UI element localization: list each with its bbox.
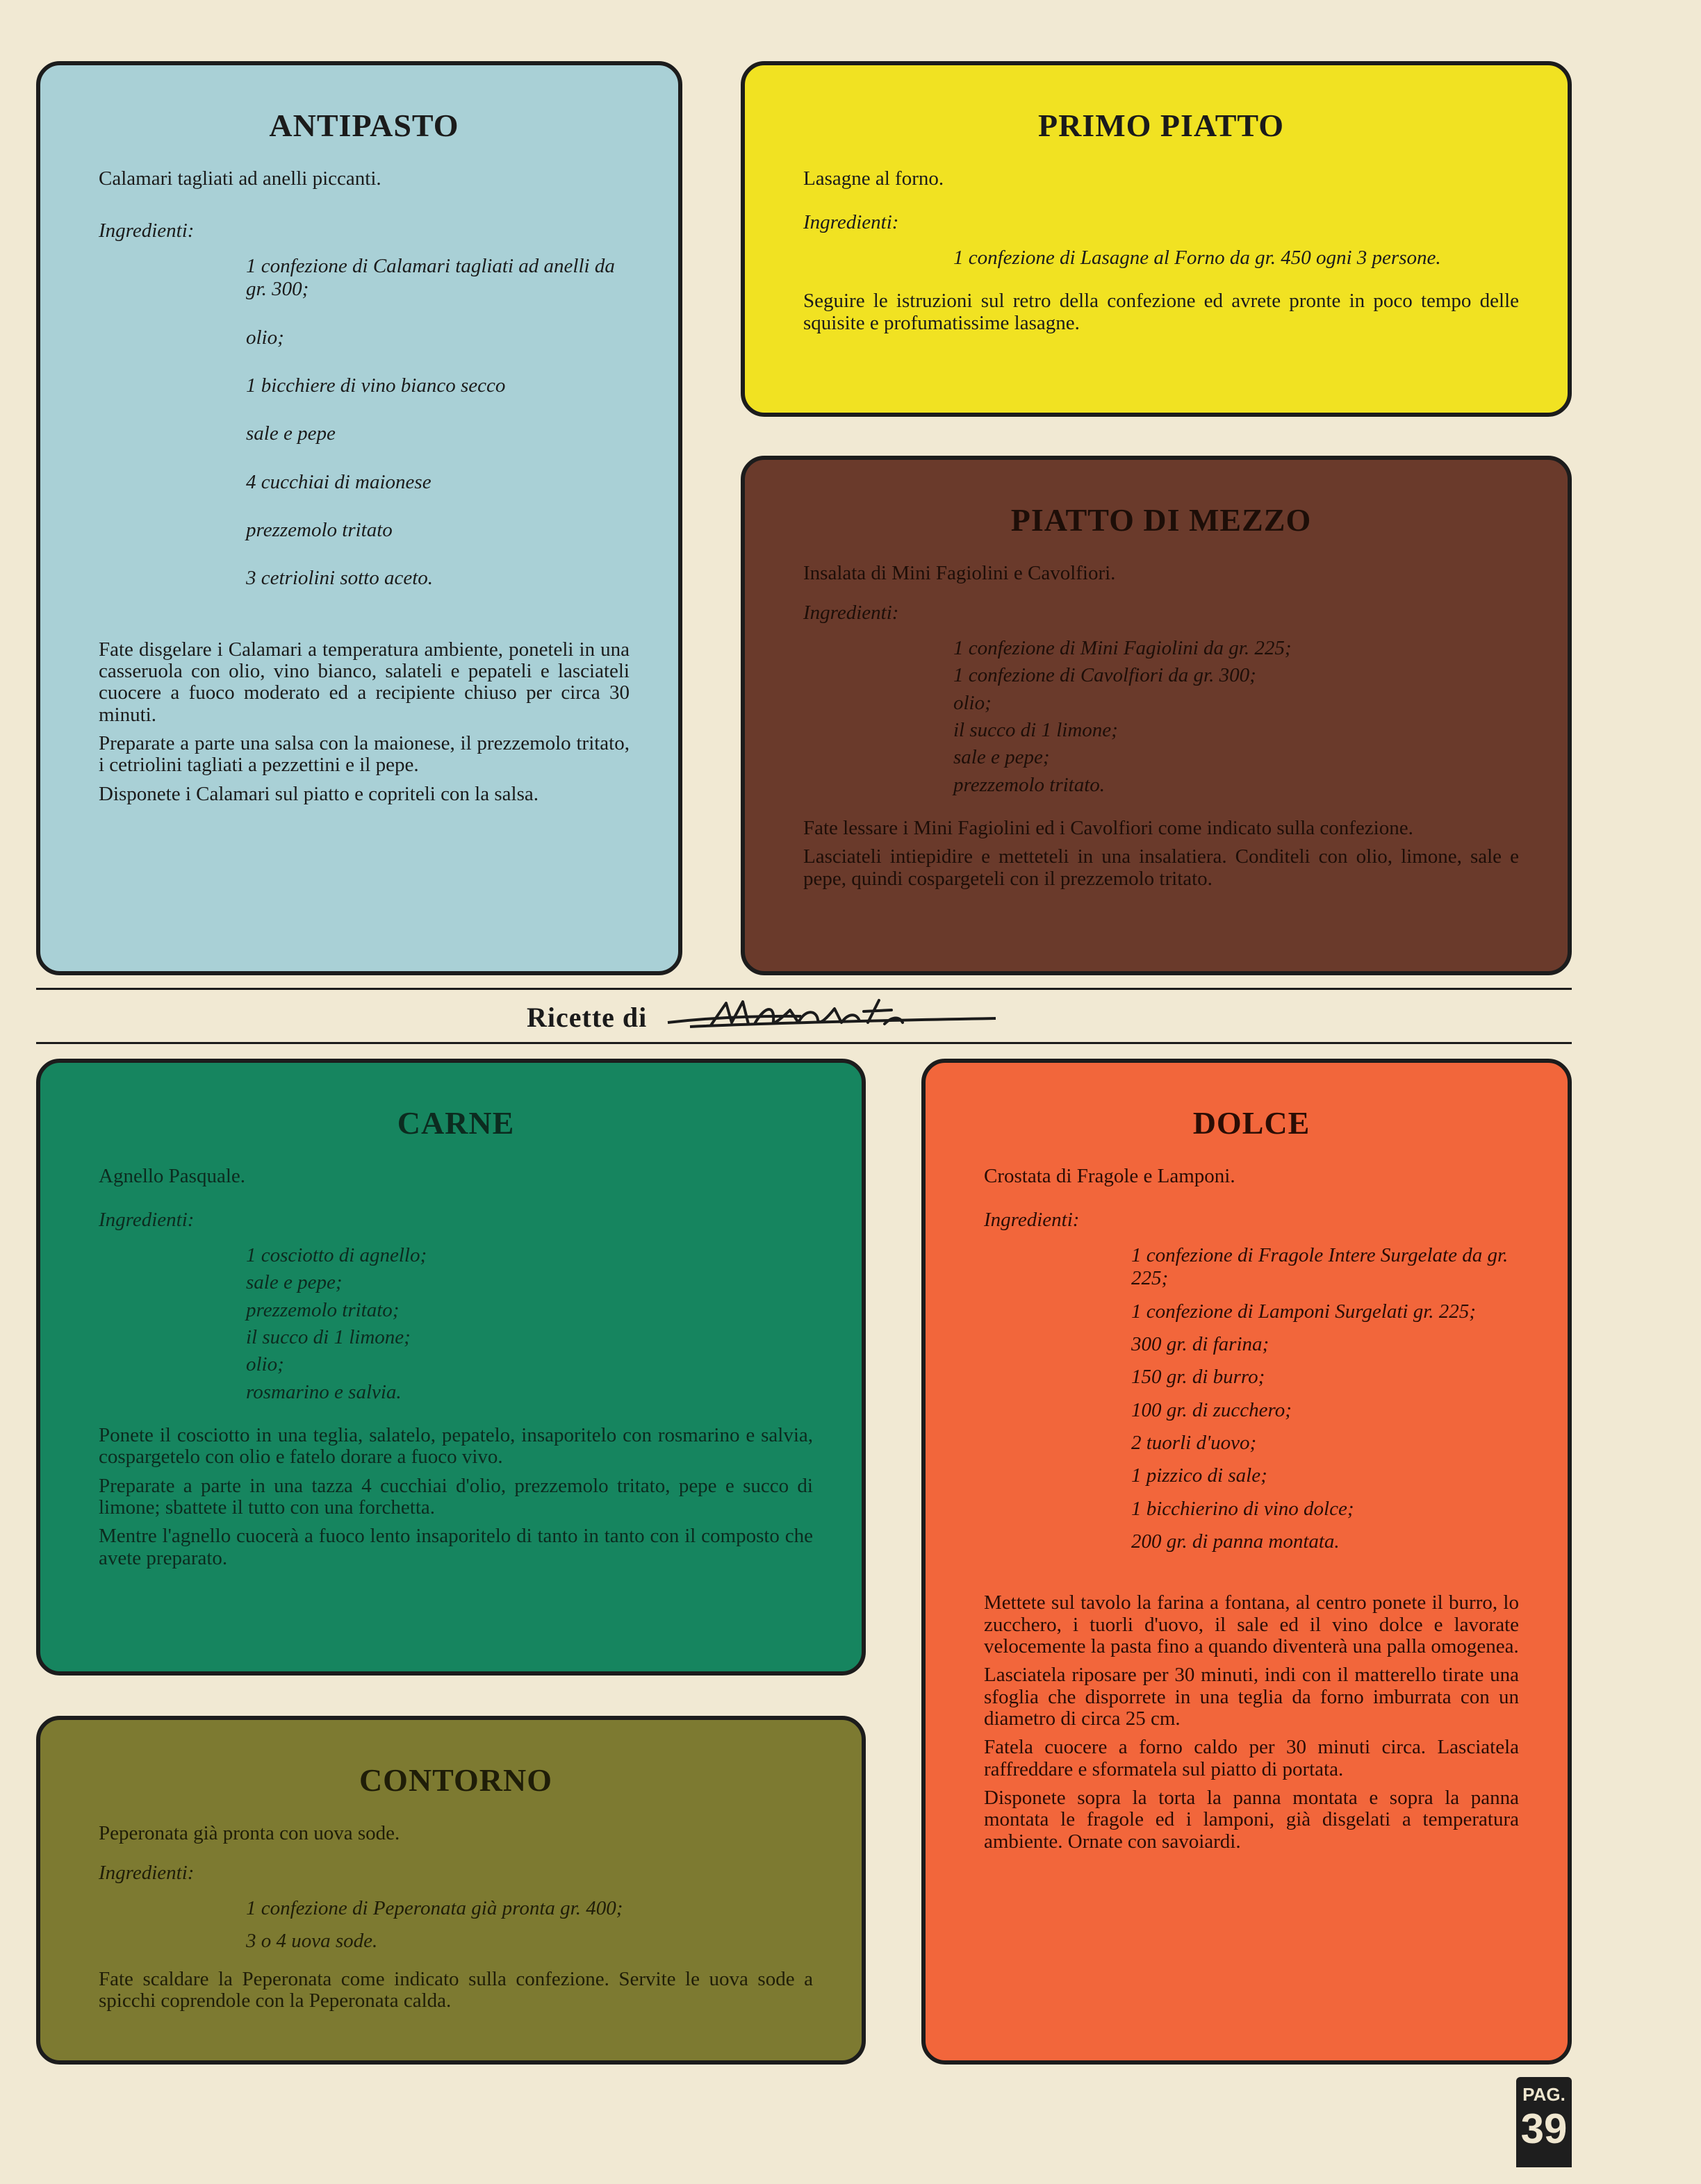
ingredient: sale e pepe; — [246, 1271, 343, 1294]
step: Seguire le istruzioni sul retro della confezione ed avrete pronte in poco tempo delle squisite e profumatissime lasagne. — [803, 290, 1519, 334]
primo-ingredients — [953, 247, 1519, 270]
step: Lasciatela riposare per 30 minuti, indi con il matterello tirate una sfoglia che disporrete in una teglia da forno imburrata con un diametro di circa 25 cm. — [984, 1664, 1519, 1730]
ingredient: 3 cetriolini sotto aceto. — [246, 567, 434, 590]
ingredient: 1 confezione di Mini Fagiolini da gr. 225; — [953, 637, 1292, 659]
ingredient: 3 o 4 uova sode. — [246, 1930, 378, 1953]
ingredient: 1 confezione di Peperonata già pronta gr. 400; — [246, 1897, 623, 1919]
mezzo-title: PIATTO DI MEZZO — [1010, 502, 1312, 538]
carne-dish: Agnello Pasquale. — [99, 1165, 246, 1187]
dolce-card — [921, 1059, 1572, 2065]
step: Fate lessare i Mini Fagiolini ed i Cavolfiori come indicato sulla confezione. — [803, 817, 1413, 840]
antipasto-ingredients — [246, 255, 630, 590]
ingredient: 4 cucchiai di maionese — [246, 470, 432, 493]
contorno-ingredients — [246, 1897, 813, 1953]
step: Mettete sul tavolo la farina a fontana, al centro ponete il burro, lo zucchero, i tuorli d'uovo, il sale ed il vino dolce e lavorate velocemente la pasta fino a quando diventerà una palla omogenea. — [984, 1591, 1519, 1658]
antipasto-steps — [99, 639, 630, 805]
primo-piatto-card — [741, 61, 1572, 417]
ingredient: il succo di 1 limone; — [246, 1326, 411, 1349]
mezzo-ingredients — [953, 637, 1519, 797]
ingredient: 1 confezione di Fragole Intere Surgelate da gr. 225; — [1131, 1244, 1509, 1290]
divider-bottom — [36, 1042, 1572, 1044]
contorno-card — [36, 1716, 866, 2065]
mezzo-dish: Insalata di Mini Fagiolini e Cavolfiori. — [803, 562, 1116, 584]
page-number-badge — [1516, 2077, 1572, 2167]
step: Ponete il cosciotto in una teglia, salatelo, pepatelo, insaporitelo con rosmarino e salvia, cospargetelo con olio e fatelo dorare a fuoco vivo. — [99, 1424, 813, 1469]
recipes-credit — [527, 995, 1027, 1039]
step: Fate scaldare la Peperonata come indicato sulla confezione. Servite le uova sode a spicchi coprendole con la Peperonata calda. — [99, 1967, 813, 2012]
carne-title: CARNE — [397, 1105, 515, 1141]
dolce-title: DOLCE — [1192, 1105, 1310, 1141]
piatto-di-mezzo-card — [741, 456, 1572, 975]
dolce-steps — [984, 1592, 1519, 1852]
ingredient: 1 cosciotto di agnello; — [246, 1244, 427, 1266]
ingredient: olio; — [246, 326, 284, 349]
step: Disponete sopra la torta la panna montata e sopra la panna montata le fragole ed i lamponi, già disgelati a temperatura ambiente. Ornate con savoiardi. — [984, 1786, 1519, 1853]
ingredient: 300 gr. di farina; — [1131, 1333, 1269, 1356]
primo-dish: Lasagne al forno. — [803, 167, 944, 190]
ingredient: 200 gr. di panna montata. — [1131, 1530, 1340, 1553]
carne-steps — [99, 1425, 813, 1569]
ingredient: olio; — [953, 691, 992, 714]
step: Preparate a parte una salsa con la maionese, il prezzemolo tritato, i cetriolini tagliati a pezzettini e il pepe. — [99, 732, 630, 777]
contorno-title: CONTORNO — [359, 1762, 553, 1798]
ingredient: prezzemolo tritato. — [953, 773, 1106, 796]
carne-ingredients-label: Ingredienti: — [99, 1209, 195, 1231]
page-number: 39 — [1520, 2106, 1568, 2152]
dolce-ingredients — [1131, 1244, 1519, 1553]
ingredient: rosmarino e salvia. — [246, 1380, 402, 1403]
ingredient: prezzemolo tritato — [246, 519, 393, 542]
ingredient: 1 bicchierino di vino dolce; — [1131, 1497, 1354, 1520]
antipasto-card — [36, 61, 682, 975]
antipasto-dish: Calamari tagliati ad anelli piccanti. — [99, 167, 381, 190]
dolce-ingredients-label: Ingredienti: — [984, 1209, 1080, 1231]
ingredient: sale e pepe — [246, 422, 336, 445]
ingredient: 1 bicchiere di vino bianco secco — [246, 374, 506, 397]
divider-top — [36, 988, 1572, 990]
primo-title: PRIMO PIATTO — [1037, 108, 1285, 143]
ingredient: sale e pepe; — [953, 746, 1050, 769]
step: Disponete i Calamari sul piatto e copriteli con la salsa. — [99, 782, 539, 805]
contorno-steps — [99, 1969, 813, 2012]
ingredient: olio; — [246, 1353, 284, 1376]
step: Fate disgelare i Calamari a temperatura ambiente, poneteli in una casseruola con olio, vino bianco, salateli e pepateli e lasciateli cuocere a fuoco moderato ed a recipiente chiuso per circa 30 minuti. — [99, 638, 630, 726]
ingredient: 2 tuorli d'uovo; — [1131, 1432, 1257, 1455]
primo-steps — [803, 290, 1519, 334]
ingredient: 1 confezione di Calamari tagliati ad anelli da gr. 300; — [246, 255, 615, 301]
contorno-ingredients-label: Ingredienti: — [99, 1862, 195, 1884]
carne-ingredients — [246, 1244, 813, 1404]
antipasto-title: ANTIPASTO — [269, 108, 459, 143]
ingredient: 1 confezione di Cavolfiori da gr. 300; — [953, 664, 1256, 687]
step: Mentre l'agnello cuocerà a fuoco lento insaporitelo di tanto in tanto con il composto che avete preparato. — [99, 1525, 813, 1569]
carne-card — [36, 1059, 866, 1676]
credit-label: Ricette di — [527, 1001, 648, 1033]
page-label: PAG. — [1522, 2084, 1566, 2105]
ingredient: 1 pizzico di sale; — [1131, 1464, 1267, 1487]
step: Fatela cuocere a forno caldo per 30 minuti circa. Lasciatela raffreddare e sformatela sul piatto di portata. — [984, 1736, 1519, 1780]
primo-ingredients-label: Ingredienti: — [803, 211, 899, 233]
mezzo-ingredients-label: Ingredienti: — [803, 602, 899, 624]
ingredient: 100 gr. di zucchero; — [1131, 1398, 1292, 1421]
ingredient: 150 gr. di burro; — [1131, 1366, 1265, 1389]
ingredient: prezzemolo tritato; — [246, 1298, 400, 1321]
antipasto-ingredients-label: Ingredienti: — [99, 220, 195, 242]
dolce-dish: Crostata di Fragole e Lamponi. — [984, 1165, 1235, 1187]
step: Lasciateli intiepidire e metteteli in una insalatiera. Conditeli con olio, limone, sale e pepe, quindi cospargeteli con il prezzemolo tritato. — [803, 845, 1519, 890]
mezzo-steps — [803, 818, 1519, 890]
ingredient: 1 confezione di Lamponi Surgelati gr. 225; — [1131, 1300, 1476, 1323]
ingredient: il succo di 1 limone; — [953, 719, 1118, 742]
ingredient: 1 confezione di Lasagne al Forno da gr. 450 ogni 3 persone. — [953, 247, 1441, 269]
signature-icon — [662, 995, 1003, 1039]
step: Preparate a parte in una tazza 4 cucchiai d'olio, prezzemolo tritato, pepe e succo di limone; sbattete il tutto con una forchetta. — [99, 1474, 813, 1519]
contorno-dish: Peperonata già pronta con uova sode. — [99, 1822, 400, 1844]
